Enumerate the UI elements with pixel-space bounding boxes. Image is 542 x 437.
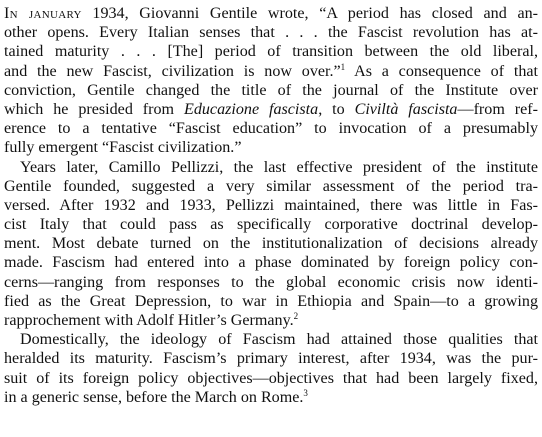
journal-title-new: Civiltà fascista (354, 100, 458, 118)
text-line: which he presided from Educazione fascista, to Civiltà fascista—from ref- (4, 100, 539, 118)
text-line: other opens. Every Italian senses that . . . the Fascist revolution has at- (4, 24, 538, 42)
paragraph-3 (4, 330, 538, 407)
paragraph-1 (4, 4, 538, 158)
footnote-ref-3[interactable]: 3 (303, 387, 308, 398)
text-line: In january 1934, Giovanni Gentile wrote, “A period has closed and an- (4, 5, 538, 22)
footnote-ref-2[interactable]: 2 (293, 311, 299, 321)
text-line: and the new Fascist, civilization is now over.”$^1$ As a consequence of that (4, 61, 538, 80)
text-line: heralded its maturity. Fascism’s primary interest, after 1934, was the pur- (4, 350, 538, 368)
book-page (4, 4, 538, 407)
paragraph-2 (4, 158, 538, 331)
text-line: made. Fascism had entered into a phase dominated by foreign policy con- (4, 254, 538, 272)
text-line: cist Italy that could pass as specifically corporative doctrinal develop- (4, 216, 538, 234)
journal-title-old: Educazione fascista (184, 100, 319, 118)
text-line: versed. After 1932 and 1933, Pellizzi maintained, there was little in Fas- (4, 196, 538, 214)
text-line: conviction, Gentile changed the title of the journal of the Institute over (4, 81, 538, 99)
text-line: Gentile founded, suggested a very similar assessment of the period tra- (4, 177, 538, 195)
text-line: Domestically, the ideology of Fascism had attained those qualities that (20, 331, 538, 349)
text-line: erence to a tentative “Fascist education” to invocation of a presumably (4, 120, 538, 138)
text-line: rapprochement with Adolf Hitler’s Germany.$^2$ (4, 311, 299, 329)
text-line: fully emergent “Fascist civilization.” (4, 139, 242, 157)
small-caps-lead: In january (4, 5, 82, 22)
text-line: cerns—ranging from responses to the global economic crisis now identi- (4, 273, 538, 291)
footnote-ref-1[interactable]: 1 (340, 61, 346, 72)
text-line: Years later, Camillo Pellizzi, the last effective president of the institute (20, 158, 538, 176)
text-line: suit of its foreign policy objectives—objectives that had been largely fixed, (4, 369, 538, 387)
text-line: in a generic sense, before the March on Rome.$^3$ (4, 387, 308, 406)
text-line: ment. Most debate turned on the institutionalization of decisions already (4, 235, 538, 253)
text-line: tained maturity . . . [The] period of transition between the old liberal, (4, 43, 538, 61)
text-line: fied as the Great Depression, to war in Ethiopia and Spain—to a growing (4, 292, 538, 310)
